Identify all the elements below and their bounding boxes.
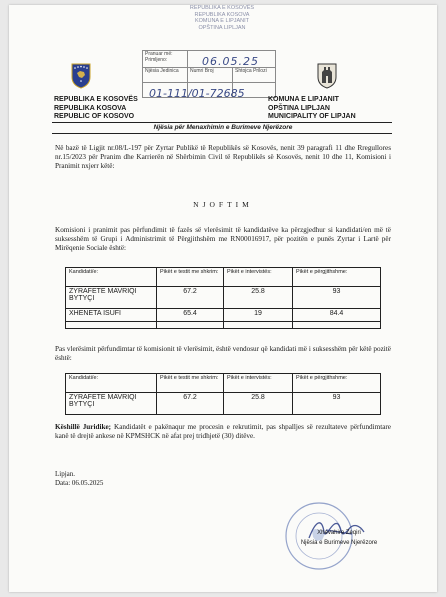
cell-interview: 25.8 — [224, 393, 293, 415]
results-table-2 — [65, 373, 381, 415]
registry-number-handwritten: 01-111/01-72685 — [149, 87, 245, 100]
col-candidate: Kandidati/e: — [66, 268, 157, 287]
col-interview: Pikët e intervistës: — [224, 268, 293, 287]
cell-candidate: ZYRAFETE MAVRIQI BYTYÇI — [66, 393, 157, 415]
header-line: REPUBLIKA E KOSOVËS — [54, 96, 138, 103]
divider — [52, 133, 392, 134]
stamp-line: OPŠTINA LIPLJAN — [198, 24, 246, 31]
received-date-handwritten: 06.05.25 — [202, 55, 259, 68]
cell-written-test: 67.2 — [157, 393, 224, 415]
col-candidate: Kandidati/e: — [66, 374, 157, 393]
divider — [52, 122, 392, 123]
kosovo-emblem-icon — [71, 63, 91, 89]
document-title: NJOFTIM — [193, 200, 253, 209]
header-line: REPUBLIC OF KOSOVO — [54, 113, 135, 120]
paragraph-final: Pas vlerësimit përfundimtar të komisionit të vlerësimit, është vendosur që kandidati më i suksesshëm për këtë pozitë është: — [55, 345, 391, 362]
signer-name: Xhevahire Zeqiri — [317, 530, 361, 536]
date: Data: 06.05.2025 — [55, 479, 104, 487]
cell-total: 84.4 — [293, 309, 381, 322]
header-left — [54, 96, 138, 122]
number-label: Numri Broj — [188, 68, 233, 82]
col-written-test: Pikët e testit me shkrim: — [157, 268, 224, 287]
cell-written-test: 65.4 — [157, 309, 224, 322]
document-page — [9, 5, 437, 592]
header-line: KOMUNA E LIPJANIT — [268, 96, 339, 103]
legal-advice-text: Kandidatët e pakënaqur me procesin e rekrutimit, pas shpalljes së rezultateve përfundimtare kanë të drejtë ankese në KPMSHCK në afat prej tridhjetë (30) ditëve. — [55, 423, 391, 440]
table-row — [66, 287, 381, 309]
table-row — [66, 393, 381, 415]
place-date — [55, 470, 103, 488]
col-interview: Pikët e intervistës: — [224, 374, 293, 393]
signer-block — [279, 528, 399, 548]
table-header-row — [66, 268, 381, 287]
cell-interview: 25.8 — [224, 287, 293, 309]
legal-advice — [55, 423, 391, 441]
stamp-line: REPUBLIKA KOSOVA — [194, 11, 250, 18]
attachment-label: Shtojca Prilozi — [235, 68, 267, 74]
cell-interview: 19 — [224, 309, 293, 322]
unit-label: Njësia Jedinica — [143, 68, 188, 82]
col-total: Pikët e përgjithshme: — [293, 268, 381, 287]
legal-advice-label: Këshillë Juridike; — [55, 423, 112, 431]
header-line: MUNICIPALITY OF LIPJAN — [268, 113, 356, 120]
table-header-row — [66, 374, 381, 393]
signer-unit: Njësia e Burimeve Njerëzore — [300, 540, 378, 546]
col-total: Pikët e përgjithshme: — [293, 374, 381, 393]
cell-total: 93 — [293, 287, 381, 309]
cell-candidate: ZYRAFETE MAVRIQI BYTYÇI — [66, 287, 157, 309]
stamp-line: REPUBLIKA E KOSOVËS — [189, 5, 255, 11]
cell-total: 93 — [293, 393, 381, 415]
received-label: Pranuar më: Primljeno: — [143, 51, 188, 67]
cell-written-test: 67.2 — [157, 287, 224, 309]
lipjan-emblem-icon — [317, 63, 337, 89]
registry-stamp — [147, 5, 297, 31]
header-line: REPUBLIKA KOSOVA — [54, 104, 127, 112]
cell-candidate: XHENETA ISUFI — [66, 309, 157, 322]
header-right — [268, 96, 356, 122]
header-line: OPŠTINA LIPLJAN — [268, 104, 330, 112]
place: Lipjan. — [55, 470, 76, 478]
unit-name: Njësia për Menaxhimin e Burimeve Njerëzore — [153, 124, 293, 131]
paragraph-selection: Komisioni i pranimit pas përfundimit të fazës së vlerësimit të kandidatëve ka përzgjedhur si kandidati/en më të suksesshëm të Grupi i Administrimit të Përgjithshëm me RN00016917, për pozitën e punës Zyrtar i Lartë për Mirëqenie Sociale është: — [55, 226, 391, 252]
results-table-1 — [65, 267, 381, 329]
intro-paragraph: Në bazë të Ligjit nr.08/L-197 për Zyrtar Publikë të Republikës së Kosovës, nenit 39 paragrafi 11 dhe Rregullores nr.15/2023 për Pranim dhe Karrierën në Shërbimin Civil të Republikës së Kosovës, nenit 10 dhe 11, Komisioni i Pranimit nxjerr këtë: — [55, 144, 391, 170]
table-row — [66, 309, 381, 322]
stamp-line: KOMUNA E LIPJANIT — [194, 18, 250, 24]
col-written-test: Pikët e testit me shkrim: — [157, 374, 224, 393]
